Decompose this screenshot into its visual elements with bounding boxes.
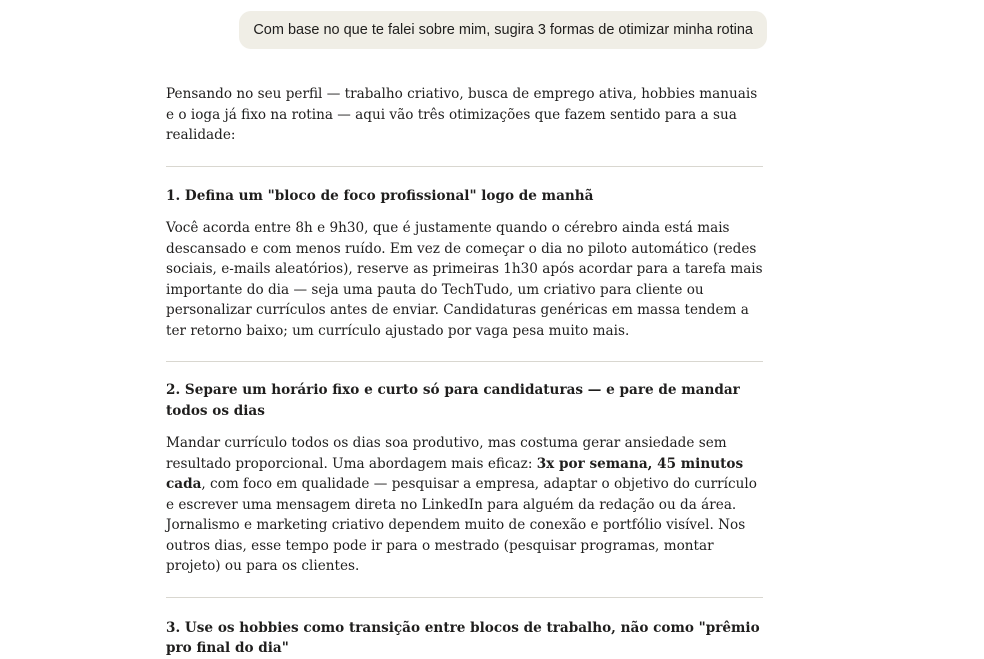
section-1-body: Você acorda entre 8h e 9h30, que é justamente quando o cérebro ainda está mais descansado e com menos ruído. Em vez de começar o dia no piloto automático (redes sociais, e-mails aleatórios), reserve as primeiras 1h30 após acordar para a tarefa mais importante do dia — seja uma pauta do TechTudo, um criativo para cliente ou personalizar currículos antes de enviar. Candidaturas genéricas em massa tendem a ter retorno baixo; um currículo ajustado por vaga pesa muito mais.: [166, 220, 763, 339]
divider: [166, 597, 763, 598]
assistant-response: [166, 84, 763, 659]
divider: [166, 166, 763, 167]
user-message-text: Com base no que te falei sobre mim, sugira 3 formas de otimizar minha rotina: [253, 22, 753, 38]
intro-paragraph: Pensando no seu perfil — trabalho criativo, busca de emprego ativa, hobbies manuais e o ioga já fixo na rotina — aqui vão três otimizações que fazem sentido para a sua realidade:: [166, 86, 758, 143]
section-2-heading: 2. Separe um horário fixo e curto só para candidaturas — e pare de mandar todos os dias: [166, 382, 740, 419]
section-2-body-text-end: , com foco em qualidade — pesquisar a empresa, adaptar o objetivo do currículo e escrever uma mensagem direta no LinkedIn para alguém da redação ou da área. Jornalismo e marketing criativo dependem muito de conexão e portfólio visível. Nos outros dias, esse tempo pode ir para o mestrado (pesquisar programas, montar projeto) ou para os clientes.: [166, 476, 757, 574]
section-3-heading: 3. Use os hobbies como transição entre blocos de trabalho, não como "prêmio pro final do dia": [166, 619, 760, 656]
section-2-body-text: Mandar currículo todos os dias soa produtivo, mas costuma gerar ansiedade sem resultado proporcional. Uma abordagem mais eficaz:: [166, 435, 727, 472]
section-1-heading: 1. Defina um "bloco de foco profissional" logo de manhã: [166, 187, 594, 204]
section-2-body-emphasis: 3x por semana, 45 minutos cada: [166, 455, 744, 492]
section-2-body: [166, 433, 763, 577]
user-message-bubble: [239, 11, 767, 49]
divider: [166, 361, 763, 362]
